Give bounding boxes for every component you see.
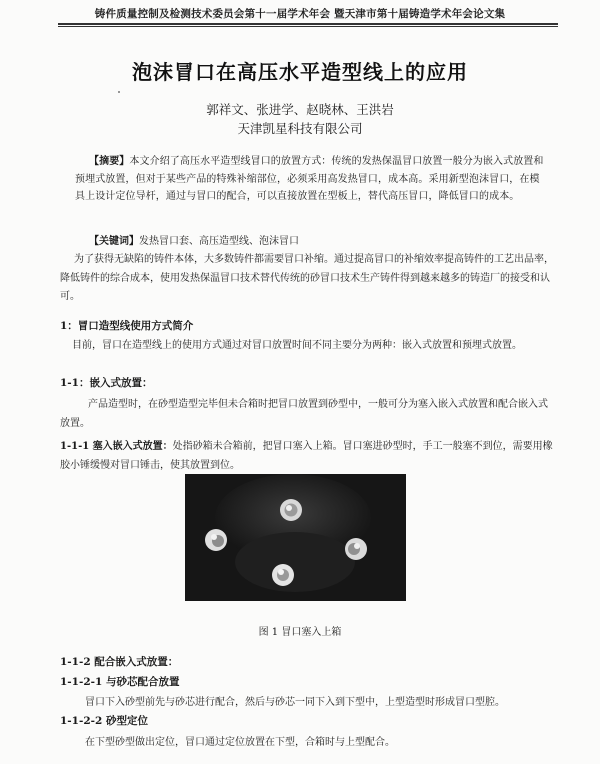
figure-caption: 图 1 冒口塞入上箱 [258,627,342,638]
riser-left [205,529,227,551]
header-rule-thick [58,23,558,25]
riser-top [280,499,302,521]
riser-right [345,538,367,560]
keywords-label: 【关键词】 [89,236,139,247]
section-1-heading: 1：冒口造型线使用方式简介 [60,320,194,332]
section-1-1-2-2-heading: 1-1-2-2 砂型定位 [60,715,148,727]
section-1-1-1-text: 处指砂箱未合箱前，把冒口塞入上箱。冒口塞进砂型时，手工一般塞不到位，需要用橡胶小锤缓慢对冒口锤击，使其放置到位。 [60,441,553,471]
section-1-1-2-1-heading: 1-1-2-1 与砂芯配合放置 [60,676,180,688]
section-1-1-2-heading: 1-1-2 配合嵌入式放置： [60,656,179,668]
header-rule-thin [58,26,558,27]
speck-mark [118,91,120,93]
keywords-text: 发热冒口套、高压造型线、泡沫冒口 [139,236,299,247]
intro-paragraph: 为了获得无缺陷的铸件本体，大多数铸件都需要冒口补缩。通过提高冒口的补缩效率提高铸件的工艺出品率，降低铸件的综合成本，使用发热保温冒口技术替代传统的砂冒口技术生产铸件得到越来越多的铸造厂的接受和认可。 [60,254,554,302]
mold-cavity-shadow [235,532,355,592]
keywords-line [89,232,549,247]
riser-bottom [272,564,294,586]
riser-photo-graphic [185,474,406,601]
paper-affiliation: 天津凯星科技有限公司 [237,121,363,136]
section-1-1-1-paragraph [60,437,555,475]
paper-title: 泡沫冒口在高压水平造型线上的应用 [132,60,468,84]
section-1-1-heading: 1-1：嵌入式放置： [60,377,153,389]
abstract-text: 本文介绍了高压水平造型线冒口的放置方式：传统的发热保温冒口放置一般分为嵌入式放置和预埋式放置，但对于某些产品的特殊补缩部位，必须采用高发热冒口，成本高。采用新型泡沫冒口，在模具上设计定位导杆，通过与冒口的配合，可以直接放置在型板上，替代高压冒口，降低冒口的成本。 [75,156,544,202]
section-1-1-paragraph: 产品造型时，在砂型造型完毕但未合箱时把冒口放置到砂型中，一般可分为塞入嵌入式放置和配合嵌入式放置。 [60,399,548,429]
section-1-paragraph: 目前，冒口在造型线上的使用方式通过对冒口放置时间不同主要分为两种：嵌入式放置和预埋式放置。 [72,340,522,351]
section-1-1-2-2-paragraph: 在下型砂型做出定位，冒口通过定位放置在下型，合箱时与上型配合。 [85,737,395,748]
section-1-1-1-label: 1-1-1 塞入嵌入式放置： [60,441,173,452]
figure-photo [185,474,406,601]
paper-authors: 郭祥文、张进学、赵晓林、王洪岩 [206,102,394,117]
section-1-1-2-1-paragraph: 冒口下入砂型前先与砂芯进行配合，然后与砂芯一同下入到下型中，上型造型时形成冒口型腔。 [85,697,505,708]
abstract-paragraph [75,153,545,206]
running-header: 铸件质量控制及检测技术委员会第十一届学术年会 暨天津市第十届铸造学术年会论文集 [94,8,506,20]
abstract-label: 【摘要】 [89,156,130,167]
